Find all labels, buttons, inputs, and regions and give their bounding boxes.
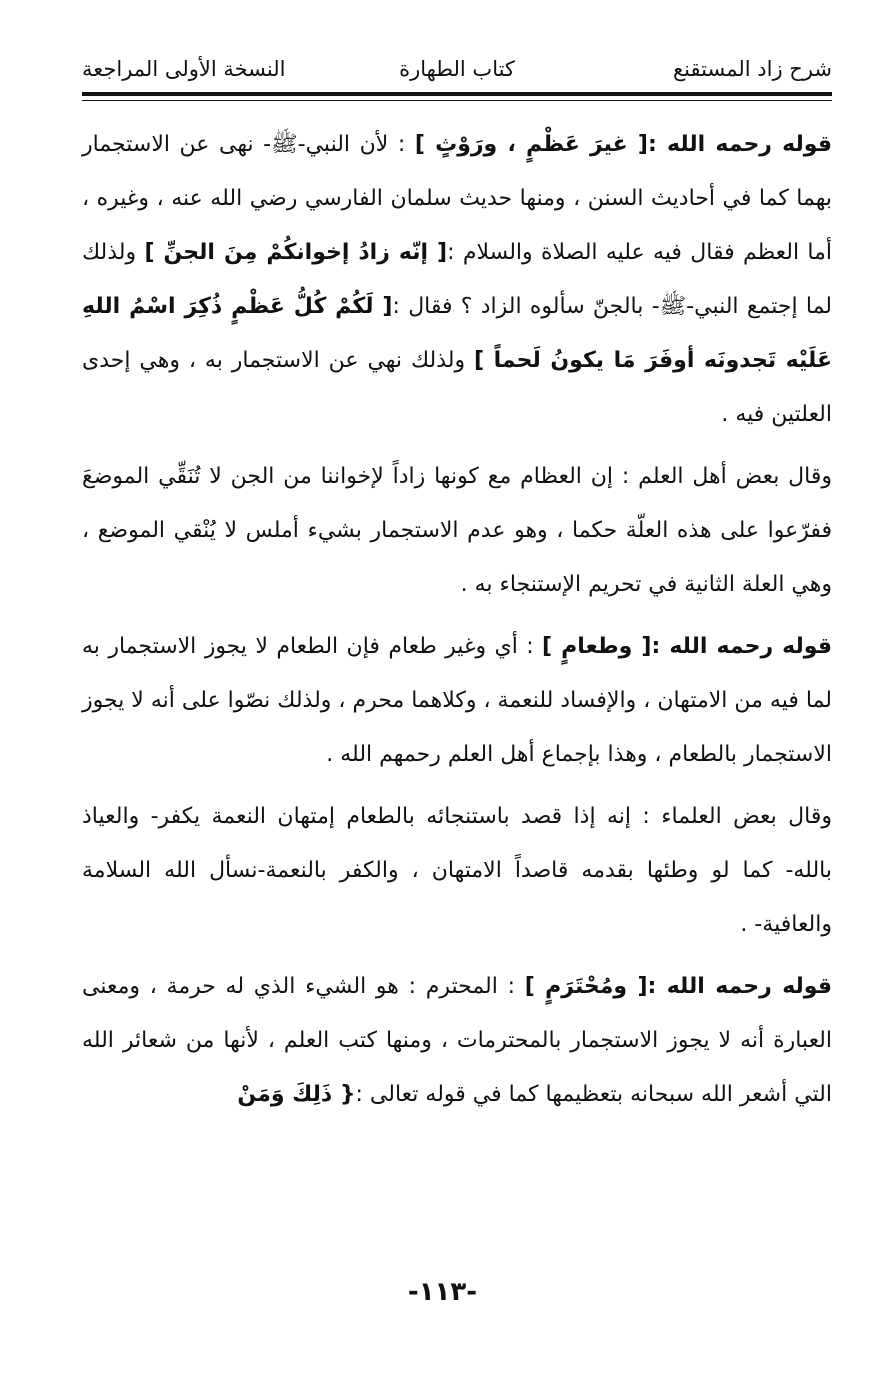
- quran-quote: { ذَلِكَ وَمَنْ: [237, 1082, 356, 1107]
- paragraph-second-reason: وقال بعض أهل العلم : إن العظام مع كونها زاداً لإخواننا من الجن لا تُنَقِّي الموضعَ ففرّعوا على هذه العلّة حكما ، وهو عدم الاستجمار بشيء أملس لا يُنْقي الموضع ، وهي العلة الثانية في تحريم الإستنجاء به .: [82, 464, 832, 597]
- quote-label: قوله رحمه الله :: [651, 634, 832, 659]
- header-book-title: شرح زاد المستقنع: [673, 57, 832, 81]
- paragraph-respected: [82, 960, 832, 1122]
- commentary-text: : أي وغير طعام فإن الطعام لا يجوز الاستجمار به لما فيه من الامتهان ، والإفساد للنعمة ، وكلاهما محرم ، ولذلك نصّوا على أنه لا يجوز الاستجمار بالطعام ، وهذا بإجماع أهل العلم رحمهم الله .: [82, 634, 832, 767]
- paragraph-scholars-opinion: وقال بعض العلماء : إنه إذا قصد باستنجائه بالطعام إمتهان النعمة يكفر- والعياذ بالله- كما لو وطئها بقدمه قاصداً الامتهان ، والكفر بالنعمة-نسأل الله السلامة والعافية- .: [82, 804, 832, 937]
- page-number: -١١٣-: [407, 1277, 478, 1307]
- matn-quote: [ وطعامٍ ]: [542, 634, 652, 659]
- header-edition-note: النسخة الأولى المراجعة: [82, 57, 286, 81]
- matn-quote: [ ومُحْتَرَمٍ ]: [524, 974, 648, 999]
- main-text: [82, 118, 832, 1122]
- header-rule-thin: [82, 100, 832, 101]
- commentary-text: : المحترم : هو الشيء الذي له حرمة ، ومعنى العبارة أنه لا يجوز الاستجمار بالمحترمات ، ومنها كتب العلم ، لأنها من شعائر الله التي أشعر الله سبحانه بتعظيمها كما في قوله تعالى :: [82, 974, 832, 1107]
- commentary-text: ولذلك لما إجتمع النبي-ﷺ- بالجنّ سألوه الزاد ؟ فقال :: [82, 240, 833, 319]
- paragraph-bone-dung: [82, 118, 832, 442]
- quote-label: قوله رحمه الله :: [647, 132, 832, 157]
- running-header: [82, 54, 832, 90]
- matn-quote: [ غيرَ عَظْمٍ ، ورَوْثٍ ]: [414, 132, 648, 157]
- header-rule-thick: [82, 92, 832, 96]
- hadith-quote: [ لَكُمْ كُلُّ عَظْمٍ ذُكِرَ اسْمُ اللهِ عَلَيْه تَجدونَه أوفَرَ مَا يكونُ لَحماً ]: [82, 294, 832, 373]
- quote-label: قوله رحمه الله :: [647, 974, 833, 999]
- header-chapter-title: كتاب الطهارة: [399, 57, 515, 81]
- commentary-text: : لأن النبي-ﷺ- نهى عن الاستجمار بهما كما في أحاديث السنن ، ومنها حديث سلمان الفارسي رضي الله عنه ، وغيره ، أما العظم فقال فيه عليه الصلاة والسلام :: [82, 132, 832, 265]
- paragraph-food: [82, 620, 832, 782]
- hadith-quote: [ إنّه زادُ إخوانكُمْ مِنَ الجنِّ ]: [144, 240, 448, 265]
- commentary-text: ولذلك نهي عن الاستجمار به ، وهي إحدى العلتين فيه .: [82, 348, 832, 427]
